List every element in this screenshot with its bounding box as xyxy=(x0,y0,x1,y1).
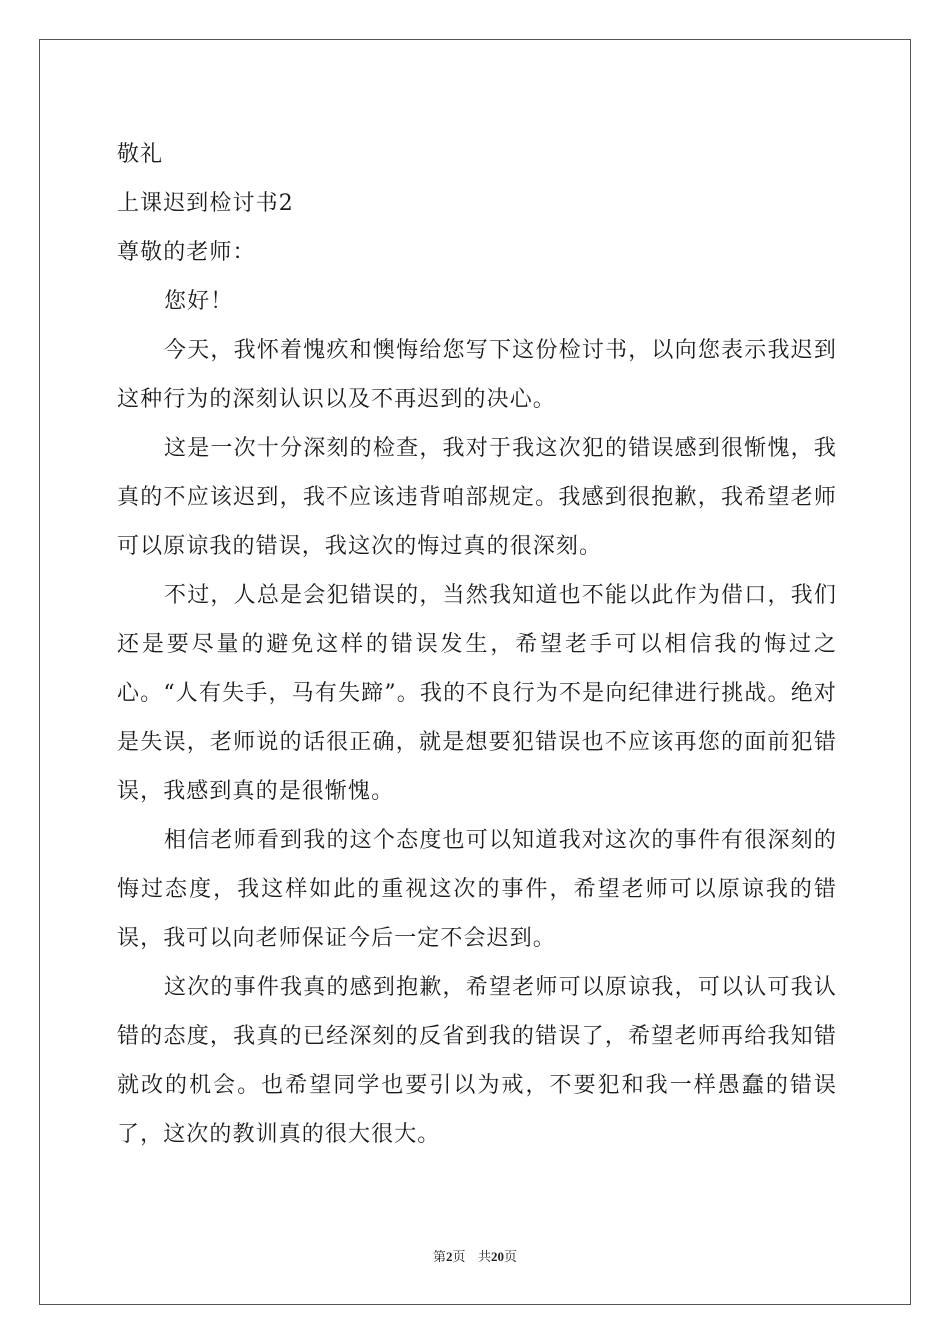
total-prefix: 共 xyxy=(477,1250,491,1265)
paragraph: 这次的事件我真的感到抱歉，希望老师可以原谅我，可以认可我认错的态度，我真的已经深刻的反省到我的错误了，希望老师再给我知错就改的机会。也希望同学也要引以为戒，不要犯和我一样愚蠢的错误了，这次的教训真的很大很大。 xyxy=(117,975,837,1147)
addressee: 尊敬的老师： xyxy=(117,240,256,265)
paragraph: 今天，我怀着愧疚和懊悔给您写下这份检讨书，以向您表示我迟到这种行为的深刻认识以及不再迟到的决心。 xyxy=(117,338,837,412)
paragraph: 不过，人总是会犯错误的，当然我知道也不能以此作为借口，我们还是要尽量的避免这样的错误发生，希望老手可以相信我的悔过之心。“人有失手，马有失蹄”。我的不良行为不是向纪律进行挑战。绝对是失误，老师说的话很正确，就是想要犯错误也不应该再您的面前犯错误，我感到真的是很惭愧。 xyxy=(117,583,837,804)
page-number: 2 xyxy=(446,1249,453,1264)
total-suffix: 页 xyxy=(503,1250,517,1265)
page-suffix: 页 xyxy=(452,1250,466,1265)
greeting: 您好！ xyxy=(164,289,234,314)
document-body xyxy=(117,130,837,1159)
page-prefix: 第 xyxy=(433,1250,447,1265)
paragraph: 这是一次十分深刻的检查，我对于我这次犯的错误感到很惭愧，我真的不应该迟到，我不应该违背咱部规定。我感到很抱歉，我希望老师可以原谅我的错误，我这次的悔过真的很深刻。 xyxy=(117,436,837,559)
total-pages: 20 xyxy=(490,1249,504,1264)
document-title: 上课迟到检讨书2 xyxy=(117,191,294,216)
paragraph: 相信老师看到我的这个态度也可以知道我对这次的事件有很深刻的悔过态度，我这样如此的重视这次的事件，希望老师可以原谅我的错误，我可以向老师保证今后一定不会迟到。 xyxy=(117,828,837,951)
closing-salutation: 敬礼 xyxy=(117,142,164,167)
page-footer xyxy=(0,1246,950,1265)
